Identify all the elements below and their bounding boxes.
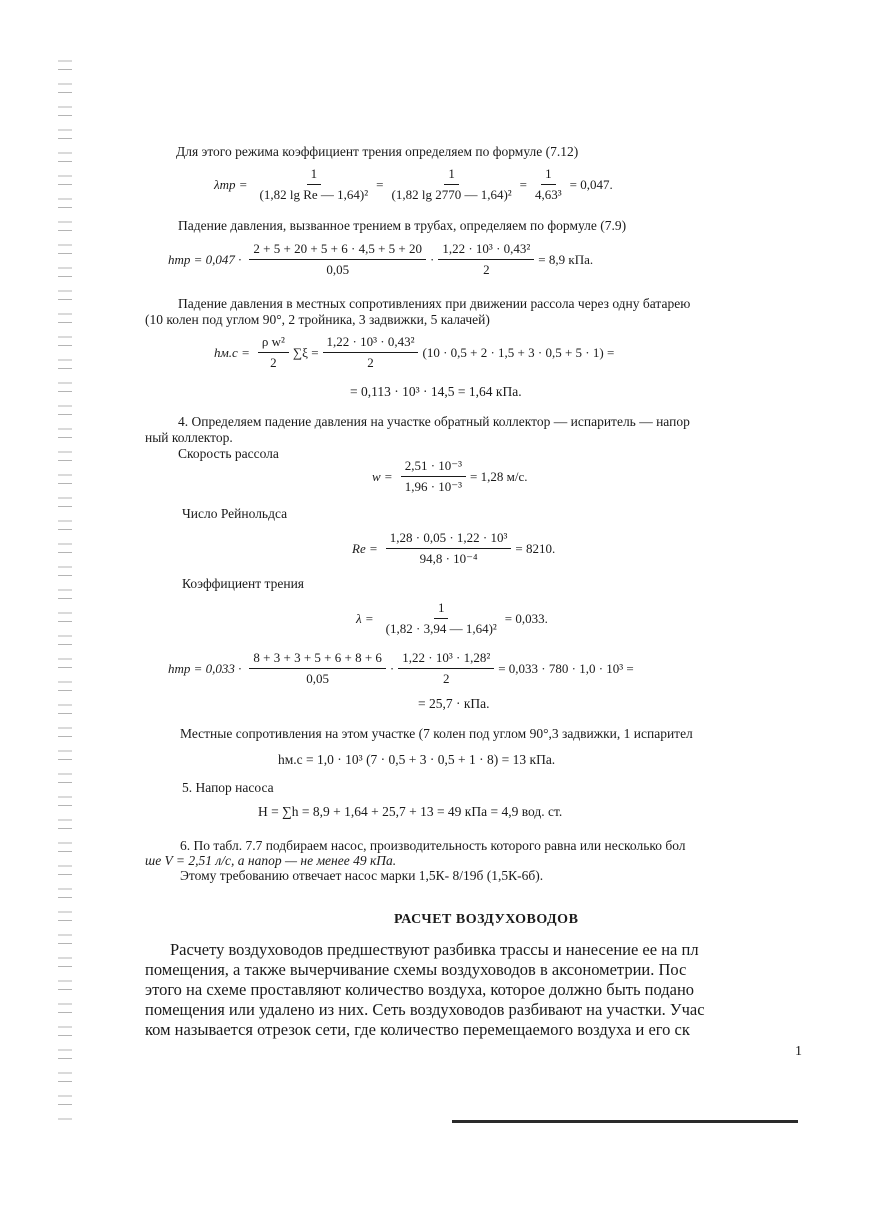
equation-lambda <box>356 600 548 637</box>
body-line-3: этого на схеме проставляют количество воздуха, которое должно быть подано <box>145 980 695 999</box>
label-reynolds: Число Рейнольдса <box>182 506 288 521</box>
eq-result: = 0,033 · 780 · 1,0 · 10³ = <box>498 660 634 676</box>
numerator: 1,22 · 10³ · 1,28² <box>398 650 494 669</box>
eq-result: = 1,28 м/с. <box>470 468 528 484</box>
equation-pipe-pressure-drop-2-result: = 25,7 · кПа. <box>418 696 490 711</box>
eq-result: (10 · 0,5 + 2 · 1,5 + 3 · 0,5 + 5 · 1) = <box>422 344 615 360</box>
equals-sign: = <box>519 176 528 192</box>
equation-velocity <box>372 458 528 495</box>
fraction <box>382 600 501 637</box>
fraction <box>388 166 516 203</box>
multiply-dot: · <box>430 251 435 267</box>
section-heading: РАСЧЕТ ВОЗДУХОВОДОВ <box>394 912 579 927</box>
denominator: 2 <box>367 355 374 370</box>
eq-lhs: λ = <box>356 610 374 626</box>
denominator: 94,8 · 10⁻⁴ <box>419 551 478 566</box>
fraction <box>256 166 373 203</box>
fraction <box>323 334 419 371</box>
equation-pipe-pressure-drop-2 <box>168 650 634 687</box>
numerator: 1 <box>307 166 322 185</box>
equation-pump-head: H = ∑h = 8,9 + 1,64 + 25,7 + 13 = 49 кПа = 4,9 вод. ст. <box>258 804 563 819</box>
paragraph-step-6: 6. По табл. 7.7 подбираем насос, производительность которого равна или несколько бол <box>180 838 686 853</box>
denominator: 0,05 <box>306 671 330 686</box>
denominator: (1,82 lg 2770 — 1,64)² <box>391 187 512 202</box>
equation-reynolds <box>352 530 555 567</box>
fraction <box>386 530 512 567</box>
body-line-1: Расчету воздуховодов предшествуют разбивка трассы и нанесение ее на пл <box>170 940 699 959</box>
numerator: 1 <box>541 166 556 185</box>
numerator: 1 <box>434 600 449 619</box>
eq-lhs: w = <box>372 468 393 484</box>
equation-local-resistance-2: hм.с = 1,0 · 10³ (7 · 0,5 + 3 · 0,5 + 1 · 8) = 13 кПа. <box>278 752 556 767</box>
fraction <box>249 650 386 687</box>
bottom-rule <box>452 1120 798 1123</box>
numerator: 2 + 5 + 20 + 5 + 6 · 4,5 + 5 + 20 <box>249 241 426 260</box>
scan-edge-artifact <box>58 60 72 1120</box>
body-line-5: ком называется отрезок сети, где количество перемещаемого воздуха и его ск <box>145 1020 690 1039</box>
body-line-2: помещения, а также вычерчивание схемы воздуховодов в аксонометрии. Пос <box>145 960 687 979</box>
paragraph-local-resistance-cont: (10 колен под углом 90°, 2 тройника, 3 задвижки, 5 калачей) <box>145 312 490 327</box>
equals-sign: = <box>376 176 384 192</box>
sum-symbol: ∑ξ = <box>292 344 319 360</box>
numerator: 1,22 · 10³ · 0,43² <box>438 241 534 260</box>
fraction <box>438 241 534 278</box>
numerator: 1,22 · 10³ · 0,43² <box>323 334 419 353</box>
label-brine-velocity: Скорость рассола <box>178 446 279 461</box>
eq-lhs: hтр = 0,033 · <box>168 660 242 676</box>
numerator: 1,28 · 0,05 · 1,22 · 10³ <box>386 530 512 549</box>
paragraph-pump-selection: Этому требованию отвечает насос марки 1,5К- 8/19б (1,5К-6б). <box>180 868 544 883</box>
eq-result: = 8,9 кПа. <box>538 251 594 267</box>
paragraph-local-resistance-2: Местные сопротивления на этом участке (7 колен под углом 90°,3 задвижки, 1 испарител <box>180 726 693 741</box>
denominator: 1,96 · 10⁻³ <box>404 479 463 494</box>
eq-lhs: λтр = <box>214 176 248 192</box>
label-pump-head: 5. Напор насоса <box>182 780 274 795</box>
denominator: 4,63³ <box>535 187 562 202</box>
denominator: 0,05 <box>326 262 350 277</box>
page-number: 1 <box>795 1044 802 1059</box>
denominator: (1,82 · 3,94 — 1,64)² <box>385 621 497 636</box>
paragraph-step-4: 4. Определяем падение давления на участке обратный коллектор — испаритель — напор <box>178 414 690 429</box>
denominator: 2 <box>270 355 277 370</box>
numerator: ρ w² <box>258 334 289 353</box>
eq-lhs: hм.с = <box>214 344 250 360</box>
paragraph-step-4-cont: ный коллектор. <box>145 430 233 445</box>
paragraph-local-resistance: Падение давления в местных сопротивлениях при движении рассола через одну батарею <box>178 296 691 311</box>
eq-result: = 0,047. <box>569 176 613 192</box>
multiply-dot: · <box>389 660 395 676</box>
paragraph-friction-intro: Для этого режима коэффициент трения определяем по формуле (7.12) <box>176 144 579 159</box>
numerator: 1 <box>444 166 459 185</box>
eq-lhs: Re = <box>352 540 378 556</box>
fraction <box>531 166 566 203</box>
denominator: 2 <box>483 262 490 277</box>
equation-pipe-pressure-drop <box>168 241 593 278</box>
paragraph-step-6-cont: ше V = 2,51 л/с, а напор — не менее 49 кПа. <box>145 853 397 868</box>
paragraph-pipe-pressure: Падение давления, вызванное трением в трубах, определяем по формуле (7.9) <box>178 218 627 233</box>
denominator: 2 <box>442 671 450 686</box>
fraction <box>249 241 426 278</box>
eq-result: = 0,033. <box>504 610 548 626</box>
numerator: 2,51 · 10⁻³ <box>401 458 466 477</box>
equation-local-resistance-result: = 0,113 · 10³ · 14,5 = 1,64 кПа. <box>350 384 522 399</box>
label-friction-coefficient: Коэффициент трения <box>182 576 305 591</box>
numerator: 8 + 3 + 3 + 5 + 6 + 8 + 6 <box>249 650 386 669</box>
body-line-4: помещения или удалено из них. Сеть воздуховодов разбивают на участки. Учас <box>145 1000 705 1019</box>
eq-lhs: hтр = 0,047 · <box>168 251 242 267</box>
fraction <box>258 334 289 371</box>
equation-local-resistance <box>214 334 614 371</box>
denominator: (1,82 lg Re — 1,64)² <box>259 187 369 202</box>
equation-friction-coefficient <box>214 166 613 203</box>
fraction <box>398 650 494 687</box>
fraction <box>401 458 466 495</box>
eq-result: = 8210. <box>515 540 556 556</box>
